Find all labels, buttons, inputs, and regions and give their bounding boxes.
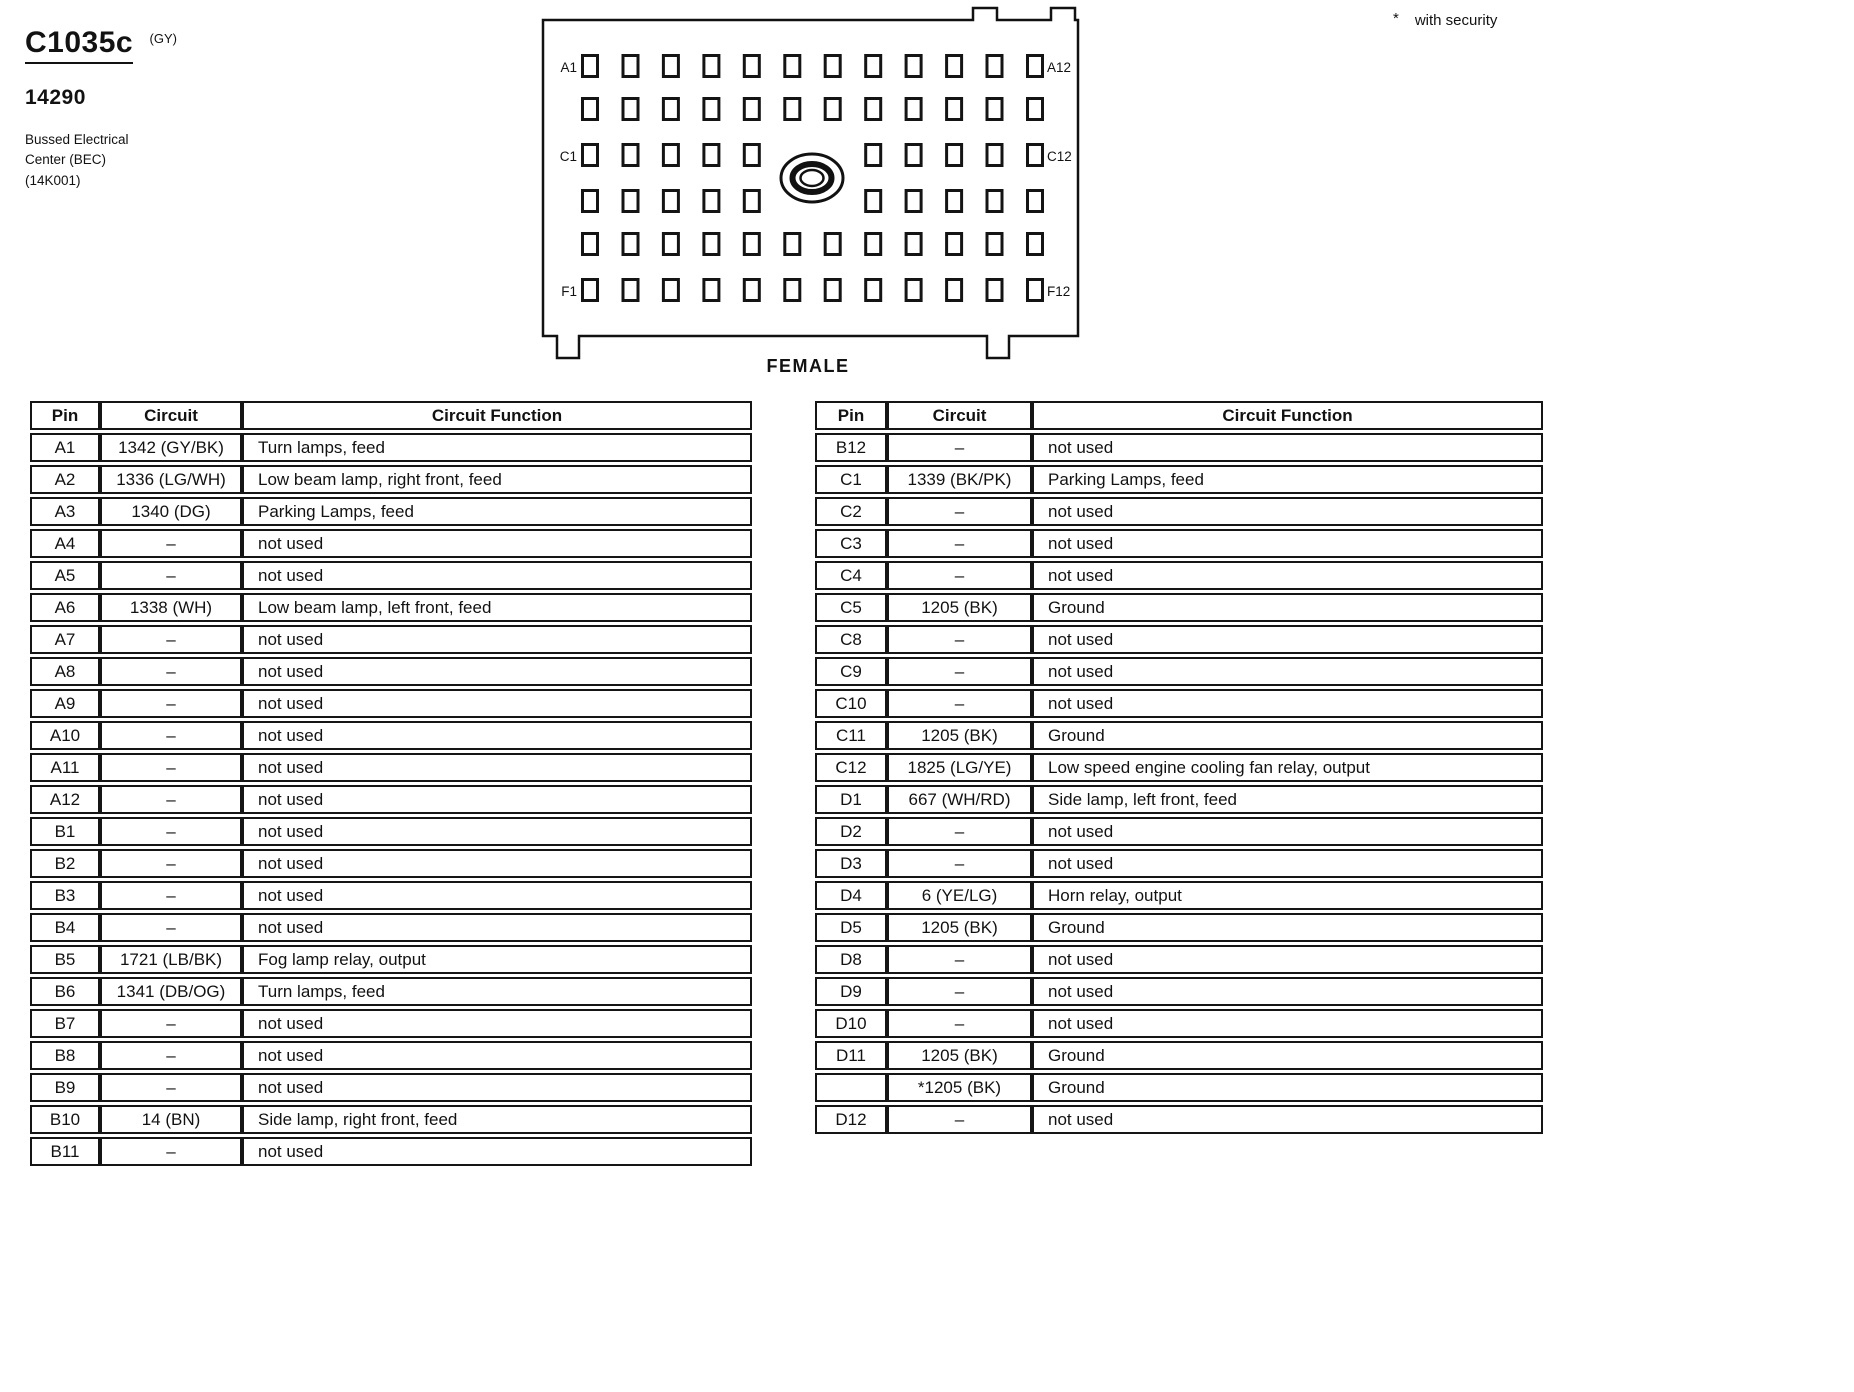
table-row xyxy=(30,1073,752,1102)
function-cell: Fog lamp relay, output xyxy=(242,945,752,974)
circuit-cell: – xyxy=(887,497,1032,526)
pin-table-right-body xyxy=(815,433,1543,1134)
pin-cell: B12 xyxy=(815,433,887,462)
circuit-cell: – xyxy=(100,657,242,686)
function-cell: Ground xyxy=(1032,913,1543,942)
table-row xyxy=(30,561,752,590)
circuit-cell: 1339 (BK/PK) xyxy=(887,465,1032,494)
table-row xyxy=(30,977,752,1006)
pin-table-left xyxy=(30,398,752,1169)
table-row xyxy=(815,1073,1543,1102)
circuit-cell: – xyxy=(100,529,242,558)
pin-cell: D12 xyxy=(815,1105,887,1134)
function-cell: not used xyxy=(1032,817,1543,846)
table-row xyxy=(815,625,1543,654)
pin-cell: C9 xyxy=(815,657,887,686)
table-row xyxy=(815,657,1543,686)
pin-label-f1: F1 xyxy=(561,284,577,299)
circuit-cell: – xyxy=(100,1073,242,1102)
component-name-line: Center (BEC) xyxy=(25,152,107,168)
circuit-cell: – xyxy=(887,977,1032,1006)
table-row xyxy=(815,689,1543,718)
pin-cell: A12 xyxy=(30,785,100,814)
circuit-cell: 1338 (WH) xyxy=(100,593,242,622)
function-cell: not used xyxy=(242,817,752,846)
function-cell: not used xyxy=(242,881,752,910)
table-row xyxy=(815,881,1543,910)
pin-cell: A8 xyxy=(30,657,100,686)
pin-cell: C2 xyxy=(815,497,887,526)
function-cell: not used xyxy=(1032,689,1543,718)
circuit-column-header: Circuit xyxy=(100,401,242,430)
circuit-cell: – xyxy=(100,753,242,782)
table-row xyxy=(815,817,1543,846)
table-row xyxy=(30,497,752,526)
circuit-cell: 1341 (DB/OG) xyxy=(100,977,242,1006)
function-cell: not used xyxy=(242,849,752,878)
pin-cell: D9 xyxy=(815,977,887,1006)
circuit-cell: – xyxy=(887,1105,1032,1134)
table-row xyxy=(30,689,752,718)
component-name-line: Bussed Electrical xyxy=(25,132,129,147)
circuit-column-header: Circuit xyxy=(887,401,1032,430)
circuit-cell: – xyxy=(887,657,1032,686)
function-cell: Low beam lamp, right front, feed xyxy=(242,465,752,494)
function-cell: Low beam lamp, left front, feed xyxy=(242,593,752,622)
security-note xyxy=(1393,12,1497,29)
circuit-cell: – xyxy=(887,945,1032,974)
security-note-text: with security xyxy=(1414,12,1498,29)
pin-cell: A3 xyxy=(30,497,100,526)
circuit-cell: 1205 (BK) xyxy=(887,721,1032,750)
pin-cell: D8 xyxy=(815,945,887,974)
pin-cell: D5 xyxy=(815,913,887,942)
function-cell: not used xyxy=(1032,529,1543,558)
function-cell: not used xyxy=(242,1009,752,1038)
circuit-cell: – xyxy=(887,561,1032,590)
connector-diagram xyxy=(525,6,1091,370)
circuit-cell: – xyxy=(100,689,242,718)
function-column-header: Circuit Function xyxy=(242,401,752,430)
pin-table-left-body xyxy=(30,433,752,1166)
pin-column-header: Pin xyxy=(30,401,100,430)
pin-cell: A7 xyxy=(30,625,100,654)
circuit-cell: – xyxy=(100,785,242,814)
component-name xyxy=(25,130,177,191)
pin-cell: A6 xyxy=(30,593,100,622)
circuit-cell: 1721 (LB/BK) xyxy=(100,945,242,974)
table-row xyxy=(30,1009,752,1038)
pin-cell: C3 xyxy=(815,529,887,558)
table-row xyxy=(815,1009,1543,1038)
connector-id-row xyxy=(25,26,177,64)
pin-cell: B10 xyxy=(30,1105,100,1134)
function-cell: not used xyxy=(242,721,752,750)
circuit-cell: 1336 (LG/WH) xyxy=(100,465,242,494)
function-cell: not used xyxy=(242,625,752,654)
table-row xyxy=(30,785,752,814)
table-row xyxy=(815,785,1543,814)
circuit-cell: – xyxy=(100,561,242,590)
pin-cell: C8 xyxy=(815,625,887,654)
pin-cell: A1 xyxy=(30,433,100,462)
function-cell: not used xyxy=(242,1073,752,1102)
circuit-cell: – xyxy=(100,1041,242,1070)
table-row xyxy=(30,913,752,942)
function-cell: not used xyxy=(242,913,752,942)
circuit-cell: 6 (YE/LG) xyxy=(887,881,1032,910)
pin-cell: A9 xyxy=(30,689,100,718)
circuit-cell: *1205 (BK) xyxy=(887,1073,1032,1102)
pin-label-c1: C1 xyxy=(559,149,577,164)
table-row xyxy=(30,433,752,462)
table-row xyxy=(30,753,752,782)
table-row xyxy=(815,465,1543,494)
table-row xyxy=(815,913,1543,942)
pin-cell: C10 xyxy=(815,689,887,718)
table-row xyxy=(815,1041,1543,1070)
function-cell: not used xyxy=(242,753,752,782)
table-row xyxy=(30,945,752,974)
pin-cell: B1 xyxy=(30,817,100,846)
function-cell: Side lamp, left front, feed xyxy=(1032,785,1543,814)
function-cell: not used xyxy=(242,1137,752,1166)
pin-cell: D2 xyxy=(815,817,887,846)
table-row xyxy=(30,529,752,558)
function-cell: not used xyxy=(1032,625,1543,654)
function-cell: not used xyxy=(1032,1009,1543,1038)
pin-label-f12: F12 xyxy=(1047,284,1071,299)
function-cell: not used xyxy=(1032,497,1543,526)
table-row xyxy=(815,529,1543,558)
circuit-cell: – xyxy=(887,849,1032,878)
circuit-cell: – xyxy=(887,625,1032,654)
pin-cell: D3 xyxy=(815,849,887,878)
circuit-cell: – xyxy=(100,881,242,910)
function-cell: not used xyxy=(1032,977,1543,1006)
function-cell: Ground xyxy=(1032,721,1543,750)
function-cell: Side lamp, right front, feed xyxy=(242,1105,752,1134)
pin-cell: D10 xyxy=(815,1009,887,1038)
function-cell: not used xyxy=(242,1041,752,1070)
function-cell: not used xyxy=(1032,433,1543,462)
pin-cell: A5 xyxy=(30,561,100,590)
circuit-cell: – xyxy=(100,913,242,942)
table-row xyxy=(815,593,1543,622)
circuit-cell: – xyxy=(100,1137,242,1166)
function-cell: not used xyxy=(1032,657,1543,686)
circuit-cell: 14 (BN) xyxy=(100,1105,242,1134)
circuit-cell: 1205 (BK) xyxy=(887,913,1032,942)
circuit-cell: 1342 (GY/BK) xyxy=(100,433,242,462)
table-row xyxy=(30,657,752,686)
pin-cell: B5 xyxy=(30,945,100,974)
pin-cell: D1 xyxy=(815,785,887,814)
circuit-cell: – xyxy=(100,849,242,878)
table-row xyxy=(30,1137,752,1166)
connector-color-code: (GY) xyxy=(149,31,177,46)
function-cell: Turn lamps, feed xyxy=(242,433,752,462)
function-cell: not used xyxy=(242,561,752,590)
pin-cell: C1 xyxy=(815,465,887,494)
table-row xyxy=(815,753,1543,782)
table-row xyxy=(815,945,1543,974)
function-cell: not used xyxy=(1032,945,1543,974)
function-column-header: Circuit Function xyxy=(1032,401,1543,430)
circuit-cell: – xyxy=(887,529,1032,558)
pin-cell: C12 xyxy=(815,753,887,782)
connector-header xyxy=(25,26,177,191)
function-cell: Horn relay, output xyxy=(1032,881,1543,910)
table-row xyxy=(30,721,752,750)
function-cell: not used xyxy=(1032,849,1543,878)
function-cell: Parking Lamps, feed xyxy=(242,497,752,526)
circuit-cell: – xyxy=(887,817,1032,846)
circuit-cell: 1825 (LG/YE) xyxy=(887,753,1032,782)
pin-cell: A11 xyxy=(30,753,100,782)
pin-cell: B4 xyxy=(30,913,100,942)
function-cell: not used xyxy=(242,657,752,686)
function-cell: not used xyxy=(242,689,752,718)
table-row xyxy=(815,497,1543,526)
gender-label: FEMALE xyxy=(766,356,850,376)
pin-cell: C4 xyxy=(815,561,887,590)
circuit-cell: – xyxy=(100,817,242,846)
circuit-cell: – xyxy=(887,1009,1032,1038)
table-row xyxy=(815,721,1543,750)
table-row xyxy=(30,1105,752,1134)
pin-cell: D4 xyxy=(815,881,887,910)
circuit-cell: – xyxy=(100,721,242,750)
function-cell: not used xyxy=(242,785,752,814)
connector-id: C1035c xyxy=(25,26,133,64)
pin-cell: A2 xyxy=(30,465,100,494)
table-header-row xyxy=(815,401,1543,430)
pin-label-a1: A1 xyxy=(560,60,577,75)
pin-cell: A10 xyxy=(30,721,100,750)
table-row xyxy=(815,977,1543,1006)
component-name-line: (14K001) xyxy=(25,172,81,188)
function-cell: Ground xyxy=(1032,1073,1543,1102)
function-cell: Ground xyxy=(1032,1041,1543,1070)
pin-cell: B8 xyxy=(30,1041,100,1070)
circuit-cell: 1205 (BK) xyxy=(887,1041,1032,1070)
table-row xyxy=(30,849,752,878)
circuit-cell: – xyxy=(887,689,1032,718)
table-row xyxy=(30,1041,752,1070)
asterisk-symbol: * xyxy=(1393,10,1399,27)
function-cell: Ground xyxy=(1032,593,1543,622)
table-header-row xyxy=(30,401,752,430)
pin-cell: B3 xyxy=(30,881,100,910)
circuit-cell: – xyxy=(100,1009,242,1038)
table-row xyxy=(815,1105,1543,1134)
table-row xyxy=(815,433,1543,462)
table-row xyxy=(30,465,752,494)
pin-cell: B2 xyxy=(30,849,100,878)
part-number: 14290 xyxy=(25,86,86,109)
pin-label-a12: A12 xyxy=(1047,60,1072,75)
table-row xyxy=(30,593,752,622)
function-cell: not used xyxy=(1032,1105,1543,1134)
table-row xyxy=(30,625,752,654)
table-row xyxy=(30,881,752,910)
table-row xyxy=(30,817,752,846)
circuit-cell: 667 (WH/RD) xyxy=(887,785,1032,814)
pin-cell: C5 xyxy=(815,593,887,622)
pin-cell: B11 xyxy=(30,1137,100,1166)
function-cell: Parking Lamps, feed xyxy=(1032,465,1543,494)
function-cell: not used xyxy=(242,529,752,558)
pin-cell: C11 xyxy=(815,721,887,750)
circuit-cell: 1205 (BK) xyxy=(887,593,1032,622)
pin-column-header: Pin xyxy=(815,401,887,430)
function-cell: not used xyxy=(1032,561,1543,590)
pin-label-c12: C12 xyxy=(1047,149,1072,164)
pin-cell xyxy=(815,1073,887,1102)
pin-cell: D11 xyxy=(815,1041,887,1070)
pin-cell: A4 xyxy=(30,529,100,558)
circuit-cell: – xyxy=(887,433,1032,462)
table-row xyxy=(815,849,1543,878)
function-cell: Turn lamps, feed xyxy=(242,977,752,1006)
circuit-cell: – xyxy=(100,625,242,654)
circuit-cell: 1340 (DG) xyxy=(100,497,242,526)
pin-cell: B9 xyxy=(30,1073,100,1102)
pin-cell: B6 xyxy=(30,977,100,1006)
pin-table-right xyxy=(815,398,1543,1137)
pin-cell: B7 xyxy=(30,1009,100,1038)
function-cell: Low speed engine cooling fan relay, output xyxy=(1032,753,1543,782)
table-row xyxy=(815,561,1543,590)
